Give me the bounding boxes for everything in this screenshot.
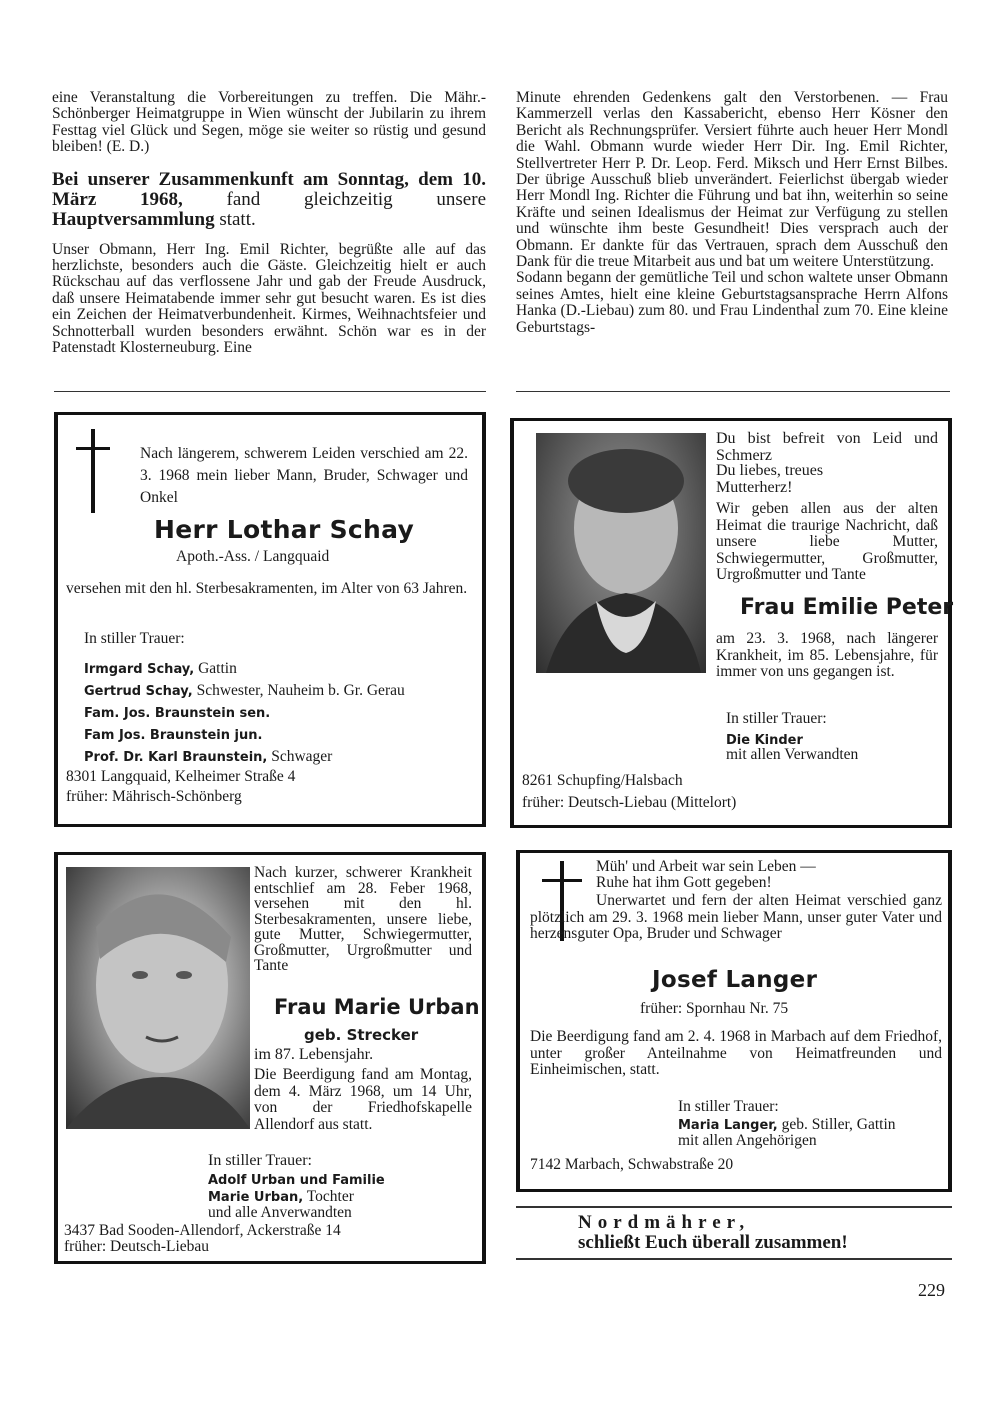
mourner-name: Gertrud Schay,: [84, 684, 193, 699]
mourner-name: Irmgard Schay,: [84, 662, 195, 677]
divider-right: [516, 391, 950, 392]
address-line: 8261 Schupfing/Halsbach: [522, 772, 683, 789]
heading-bold-text: Bei unserer Zusammenkunft am Sonntag, dem 10. März 1968,: [52, 168, 486, 210]
portrait-photo: [536, 433, 706, 673]
mourner-relation: Schwester, Nauheim b. Gr. Gerau: [196, 682, 405, 699]
poem-line: Du bist befreit von Leid und Schmerz: [716, 430, 938, 464]
mourner-name: Prof. Dr. Karl Braunstein,: [84, 750, 268, 765]
article-paragraph: Sodann begann der gemütliche Teil und schon waltete unser Obmann seines Amtes, hielt eine kleine Geburtstagsansprache Herrn Alfons Hanka (D.-Liebau) zum 80. und Frau Lindenthal zum 70. Eine kleine Geburtstags-: [516, 269, 948, 336]
birth-name-text: geb. Strecker: [304, 1026, 419, 1044]
mourner-name: Fam Jos. Braunstein jun.: [84, 728, 263, 743]
mourning-label: In stiller Trauer:: [678, 1098, 779, 1115]
mourner-line: und alle Anverwandten: [208, 1204, 352, 1221]
deceased-name: Herr Lothar Schay: [154, 515, 415, 544]
notice-intro: Wir geben allen aus der alten Heimat die traurige Nachricht, daß unsere liebe Mutter, Schwiegermutter, Großmutter, Urgroßmutter und Tante: [716, 500, 938, 583]
notice-intro: Unerwartet und fern der alten Heimat verschied ganz plötzlich am 29. 3. 1968 mein lieber Mann, unser guter Vater und herzensguter Opa, Bruder und Schwager: [530, 892, 942, 942]
obituary-urban: [54, 852, 486, 1264]
article-paragraph: eine Veranstaltung die Vorbereitungen zu treffen. Die Mähr.-Schönberger Heimatgruppe in Wien wünscht der Jubilarin zu ihrem Festtag viel Glück und Segen, möge sie weiter so rüstig und gesund bleiben! (E. D.): [52, 89, 486, 156]
article-paragraph: Minute ehrenden Gedenkens galt den Verstorbenen. — Frau Kammerzell verlas den Kassabericht, ebenso Herr Kösner den Bericht als Rechnungsprüfer. Versiert führte auch heuer Herr Mondl die Wahl. Obmann wurde wieder Herr Dir. Ing. Emil Richter, Stellvertreter Herr P. Dr. Leop. Ferd. Miksch und Herr Ernst Bilbes. Der übrige Ausschuß blieb unverändert. Feierlichst übergab wieder Herr Mondl Ing. Richter die Führung und bat ihn, weiterhin so seine Kräfte und seinen Idealismus der Heimat zur Verfügung zu stellen und wünschte ihm beste Gesundheit! Dies versprach auch der Obmann. Er dankte für das Vertrauen, sprach dem Ausschuß den Dank für die treue Mitarbeit aus und bat um weitere Unterstützung.: [516, 89, 948, 271]
mourning-label: In stiller Trauer:: [726, 710, 827, 727]
mourner-line: mit allen Verwandten: [726, 746, 859, 763]
mourner-name: Die Kinder: [726, 733, 803, 748]
mourner-line: [84, 683, 405, 701]
deceased-name: Frau Emilie Peter: [740, 595, 954, 620]
portrait-photo: [66, 867, 250, 1129]
address-line: 8301 Langquaid, Kelheimer Straße 4: [66, 768, 296, 785]
obituary-peter: [510, 418, 952, 828]
deceased-name: Frau Marie Urban: [274, 995, 480, 1019]
deceased-title: Apoth.-Ass. / Langquaid: [176, 548, 330, 565]
death-text: am 23. 3. 1968, nach längerer Krankheit, im 85. Lebensjahre, für immer von uns gegangen ist.: [716, 630, 938, 680]
slogan-line-1: Nordmährer,: [578, 1212, 751, 1233]
age-text: im 87. Lebensjahr.: [254, 1046, 374, 1063]
slogan-top-rule: [516, 1206, 952, 1208]
article-left-column: [52, 90, 486, 356]
mourner-line: [84, 661, 237, 679]
mourner-line: mit allen Angehörigen: [678, 1132, 817, 1149]
heading-bold-text-2: Hauptversammlung: [52, 208, 215, 230]
former-home: früher: Mährisch-Schönberg: [66, 788, 242, 805]
article-paragraph: Unser Obmann, Herr Ing. Emil Richter, begrüßte alle auf das herzlichste, besonders auch die Gäste. Gleichzeitig hielt er auch Rückschau auf das verflossene Jahr und gab der Freude Ausdruck, daß unsere Heimatabende immer sehr gut besucht waren. Es ist dies ein Zeichen der Heimatverbundenheit. Kirmes, Weihnachtsfeier und Schnotterball wurden besonders erwähnt. Schön war es in der Patenstadt Klosterneuburg. Eine: [52, 240, 486, 357]
birth-name: [304, 1027, 418, 1044]
sacraments-text: versehen mit den hl. Sterbesakramenten, im Alter von 63 Jahren.: [66, 580, 468, 597]
slogan-line-2: schließt Euch überall zusammen!: [578, 1232, 848, 1253]
obituary-schay: [54, 412, 486, 827]
notice-intro: Nach längerem, schwerem Leiden verschied am 22. 3. 1968 mein lieber Mann, Bruder, Schwager und Onkel: [140, 445, 468, 506]
address-line: 3437 Bad Sooden-Allendorf, Ackerstraße 14: [64, 1222, 341, 1239]
mourner-relation: geb. Stiller, Gattin: [781, 1116, 896, 1133]
article-heading: [52, 170, 486, 230]
notice-intro: Nach kurzer, schwerer Krankheit entschlief am 28. Feber 1968, versehen mit den hl. Sterbesakramenten, unsere liebe, gute Mutter, Schwiegermutter, Großmutter, Urgroßmutter und Tante: [254, 864, 472, 974]
mourner-name: Maria Langer,: [678, 1118, 778, 1133]
funeral-text: Die Beerdigung fand am 2. 4. 1968 in Marbach auf dem Friedhof, unter großer Anteilnahme von Heimatfreunden und Einheimischen, statt.: [530, 1028, 942, 1078]
heading-end-text: statt.: [219, 208, 256, 230]
mourning-label: In stiller Trauer:: [84, 630, 185, 647]
former-home: früher: Deutsch-Liebau (Mittelort): [522, 794, 737, 811]
funeral-text: Die Beerdigung fand am Montag, dem 4. März 1968, um 14 Uhr, von der Friedhofskapelle Allendorf aus statt.: [254, 1066, 472, 1133]
mourner-relation: Tochter: [306, 1188, 354, 1205]
mourner-line: [84, 749, 332, 767]
mourner-name: Adolf Urban und Familie: [208, 1173, 385, 1188]
address-line: 7142 Marbach, Schwabstraße 20: [530, 1156, 734, 1173]
mourner-line: [84, 727, 262, 745]
mourning-label: In stiller Trauer:: [208, 1152, 312, 1169]
heading-plain-text: fand gleichzeitig unsere: [226, 188, 486, 210]
former-home: früher: Spornhau Nr. 75: [640, 1000, 789, 1017]
former-home: früher: Deutsch-Liebau: [64, 1238, 210, 1255]
mourner-relation: Gattin: [198, 660, 237, 677]
poem-line: Du liebes, treues Mutterherz!: [716, 462, 824, 496]
poem-line: Ruhe hat ihm Gott gegeben!: [596, 874, 772, 891]
mourner-name: Fam. Jos. Braunstein sen.: [84, 706, 271, 721]
article-right-column: [516, 90, 948, 336]
cross-icon: [76, 429, 110, 513]
slogan-bottom-rule: [516, 1258, 952, 1260]
poem-line: Müh' und Arbeit war sein Leben —: [596, 858, 816, 875]
mourner-relation: Schwager: [271, 748, 333, 765]
mourner-line: [84, 705, 270, 723]
obituary-langer: [516, 850, 952, 1192]
mourner-name: Marie Urban,: [208, 1190, 304, 1205]
page-number: 229: [918, 1280, 945, 1300]
deceased-name: Josef Langer: [652, 967, 818, 993]
divider-left: [54, 391, 486, 392]
